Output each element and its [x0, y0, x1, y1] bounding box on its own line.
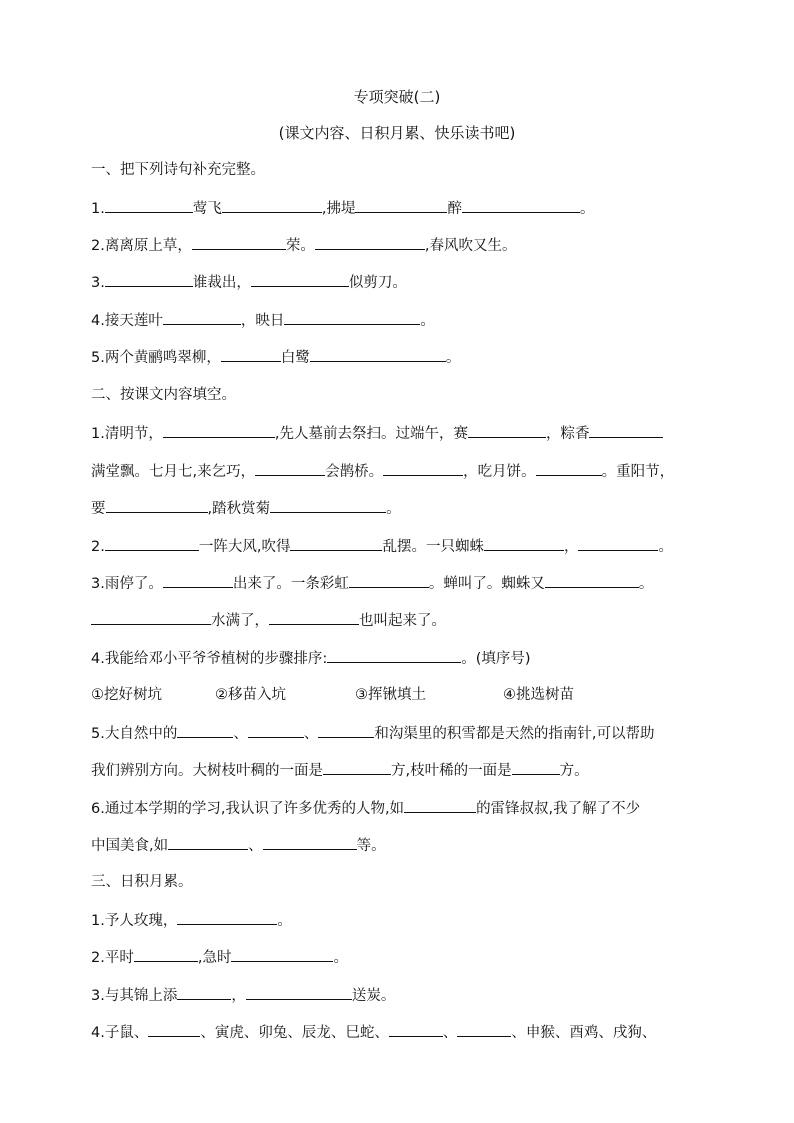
q2-p1-line-2: 满堂飘。七月七,来乞巧， 会鹊桥。 ，吃月饼。 。重阳节， [91, 461, 674, 482]
answer-blank[interactable] [168, 835, 248, 850]
answer-blank[interactable] [323, 760, 391, 775]
answer-blank[interactable] [105, 198, 193, 213]
q1-line-4: 4.接天莲叶 ，映日 。 [91, 310, 435, 331]
answer-blank[interactable] [457, 1022, 511, 1037]
answer-blank[interactable] [177, 985, 231, 1000]
answer-blank[interactable] [578, 536, 658, 551]
q1-line-3: 3. 谁裁出， 似剪刀。 [91, 272, 407, 293]
answer-blank[interactable] [248, 723, 304, 738]
q2-p4-line: 4.我能给邓小平爷爷植树的步骤排序: 。(填序号) [91, 648, 531, 669]
answer-blank[interactable] [91, 610, 211, 625]
q1-line-1: 1. 莺飞 ,拂堤 醉 。 [91, 198, 594, 219]
answer-blank[interactable] [192, 235, 286, 250]
answer-blank[interactable] [255, 461, 325, 476]
answer-blank[interactable] [315, 235, 425, 250]
answer-blank[interactable] [163, 423, 275, 438]
q2-p3-line-2: 水满了， 也叫起来了。 [91, 610, 446, 631]
answer-blank[interactable] [404, 798, 476, 813]
answer-blank[interactable] [512, 760, 560, 775]
option-item: ③挥锹填土 [355, 687, 426, 703]
option-item: ②移苗入坑 [215, 687, 286, 703]
answer-blank[interactable] [270, 498, 386, 513]
q2-p3-line-1: 3.雨停了。 出来了。一条彩虹 。蝉叫了。蜘蛛又 。 [91, 573, 653, 594]
answer-blank[interactable] [231, 947, 333, 962]
answer-blank[interactable] [462, 198, 580, 213]
answer-blank[interactable] [148, 1022, 200, 1037]
answer-blank[interactable] [177, 910, 277, 925]
q2-p1-line-1: 1.清明节， ,先人墓前去祭扫。过端午，赛 ，粽香 [91, 423, 663, 444]
answer-blank[interactable] [105, 536, 199, 551]
option-item: ①挖好树坑 [91, 687, 162, 703]
answer-blank[interactable] [222, 198, 322, 213]
answer-blank[interactable] [106, 498, 208, 513]
answer-blank[interactable] [536, 461, 602, 476]
answer-blank[interactable] [484, 536, 564, 551]
answer-blank[interactable] [251, 272, 349, 287]
q2-p2-line: 2. 一阵大风,吹得 乱摆。一只蜘蛛 ， 。 [91, 536, 673, 557]
answer-blank[interactable] [263, 835, 357, 850]
answer-blank[interactable] [349, 573, 429, 588]
answer-blank[interactable] [468, 423, 546, 438]
answer-blank[interactable] [310, 347, 446, 362]
q1-line-5: 5.两个黄鹂鸣翠柳， 白鹭 。 [91, 347, 460, 368]
answer-blank[interactable] [545, 573, 639, 588]
answer-blank[interactable] [105, 272, 193, 287]
answer-blank[interactable] [589, 423, 663, 438]
answer-blank[interactable] [327, 648, 461, 663]
q2-p5-line-1: 5.大自然中的 、 、 和沟渠里的积雪都是天然的指南针,可以帮助 [91, 723, 654, 744]
page-title: 专项突破(二) [353, 88, 441, 106]
answer-blank[interactable] [318, 723, 374, 738]
q3-line-3: 3.与其锦上添 ， 送炭。 [91, 985, 395, 1006]
q2-p5-line-2: 我们辨别方向。大树枝叶稠的一面是 方,枝叶稀的一面是 方。 [91, 760, 589, 781]
q2-p6-line-1: 6.通过本学期的学习,我认识了许多优秀的人物,如 的雷锋叔叔,我了解了不少 [91, 798, 640, 819]
answer-blank[interactable] [284, 310, 420, 325]
answer-blank[interactable] [134, 947, 198, 962]
answer-blank[interactable] [163, 310, 241, 325]
q3-line-1: 1.予人玫瑰， 。 [91, 910, 292, 931]
q3-line-4: 4.子鼠、 、寅虎、卯兔、辰龙、巳蛇、 、 、申猴、酉鸡、戌狗、 [91, 1022, 656, 1043]
answer-blank[interactable] [269, 610, 359, 625]
option-item: ④挑选树苗 [503, 687, 574, 703]
answer-blank[interactable] [246, 985, 352, 1000]
answer-blank[interactable] [163, 573, 233, 588]
answer-blank[interactable] [177, 723, 233, 738]
section-heading-3: 三、日积月累。 [91, 874, 193, 890]
q2-p1-line-3: 要 ,踏秋赏菊 。 [91, 498, 401, 519]
answer-blank[interactable] [290, 536, 382, 551]
page-subtitle: (课文内容、日积月累、快乐读书吧) [278, 124, 516, 142]
answer-blank[interactable] [389, 1022, 443, 1037]
q1-line-2: 2.离离原上草， 荣。 ,春风吹又生。 [91, 235, 516, 256]
section-heading-2: 二、按课文内容填空。 [91, 387, 236, 403]
q3-line-2: 2.平时 ,急时 。 [91, 947, 348, 968]
q2-p4-options [91, 685, 574, 705]
answer-blank[interactable] [355, 198, 447, 213]
answer-blank[interactable] [221, 347, 281, 362]
section-heading-1: 一、把下列诗句补充完整。 [91, 162, 265, 178]
q2-p6-line-2: 中国美食,如 、 等。 [91, 835, 386, 856]
answer-blank[interactable] [383, 461, 463, 476]
